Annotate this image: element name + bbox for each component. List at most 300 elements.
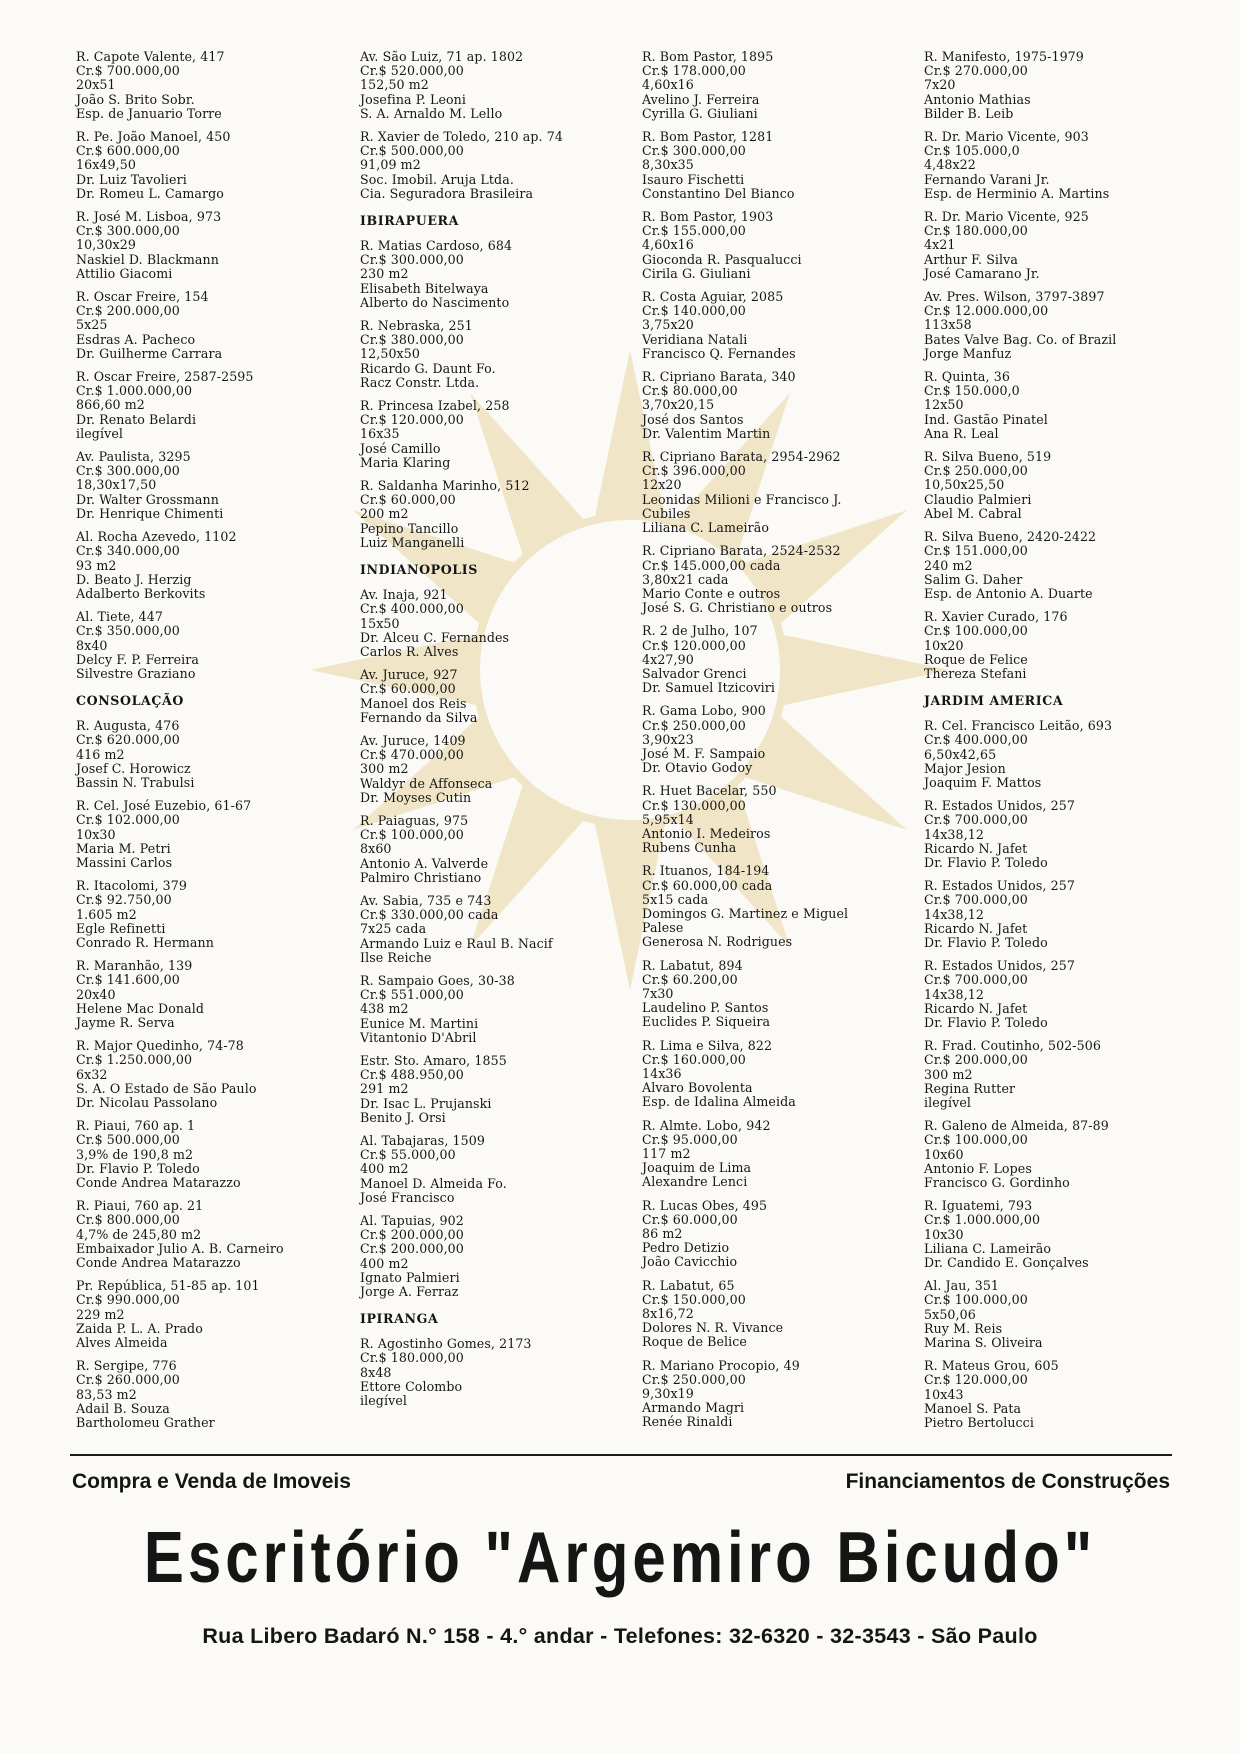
district-heading: IBIRAPUERA bbox=[360, 213, 459, 229]
entry-line: R. Cel. José Euzebio, 61-67 bbox=[76, 798, 252, 814]
entry-line: Al. Jau, 351 bbox=[924, 1278, 1000, 1294]
entry-line: José Francisco bbox=[360, 1189, 455, 1205]
entry-line: Dr. Walter Grossmann bbox=[76, 491, 219, 507]
entry-line: 8x16,72 bbox=[642, 1306, 694, 1322]
entry-line: Cr.$ 340.000,00 bbox=[76, 543, 180, 559]
entry-line: Antonio Mathias bbox=[924, 91, 1031, 107]
entry-line: Dr. Flavio P. Toledo bbox=[924, 934, 1048, 950]
entry-line: 5x15 cada bbox=[642, 891, 709, 907]
property-entry bbox=[360, 734, 630, 805]
entry-line: Cr.$ 300.000,00 bbox=[76, 223, 180, 239]
property-entry bbox=[642, 1119, 912, 1190]
entry-line: Fernando da Silva bbox=[360, 709, 478, 725]
entry-line: Dr. Alceu C. Fernandes bbox=[360, 629, 510, 645]
entry-line: S. A. O Estado de São Paulo bbox=[76, 1080, 257, 1096]
entry-line: Av. Juruce, 1409 bbox=[360, 732, 466, 748]
entry-line: Pedro Detizio bbox=[642, 1240, 730, 1256]
entry-line: 230 m2 bbox=[360, 266, 409, 282]
column-4 bbox=[924, 50, 1194, 1439]
entry-line: 14x38,12 bbox=[924, 826, 984, 842]
entry-line: 10x30 bbox=[76, 826, 116, 842]
entry-line: R. Oscar Freire, 154 bbox=[76, 289, 209, 305]
entry-line: R. Pe. João Manoel, 450 bbox=[76, 129, 231, 145]
entry-line: Cr.$ 150.000,0 bbox=[924, 383, 1020, 399]
entry-line: Major Jesion bbox=[924, 760, 1006, 776]
entry-line: 18,30x17,50 bbox=[76, 477, 157, 493]
entry-line: Gioconda R. Pasqualucci bbox=[642, 251, 802, 267]
entry-line: Ana R. Leal bbox=[924, 425, 999, 441]
entry-line: 3,75x20 bbox=[642, 317, 694, 333]
entry-line: Ettore Colombo bbox=[360, 1378, 463, 1394]
entry-line: Salvador Grenci bbox=[642, 665, 747, 681]
entry-line: R. Ituanos, 184-194 bbox=[642, 863, 770, 879]
entry-line: 14x36 bbox=[642, 1066, 682, 1081]
entry-line: Ricardo N. Jafet bbox=[924, 840, 1028, 856]
entry-line: Francisco G. Gordinho bbox=[924, 1175, 1070, 1191]
entry-line: 7x20 bbox=[924, 77, 956, 93]
entry-line: Cr.$ 12.000.000,00 bbox=[924, 303, 1049, 319]
entry-line: Cr.$ 95.000,00 bbox=[642, 1131, 738, 1147]
entry-line: Cr.$ 100.000,00 bbox=[924, 623, 1028, 639]
entry-line: 8x60 bbox=[360, 841, 392, 857]
entry-line: Dr. Flavio P. Toledo bbox=[76, 1160, 200, 1176]
entry-line: Salim G. Daher bbox=[924, 571, 1023, 587]
property-entry bbox=[76, 130, 346, 201]
entry-line: Al. Tabajaras, 1509 bbox=[360, 1133, 485, 1148]
entry-line: Manoel dos Reis bbox=[360, 695, 467, 711]
property-entry bbox=[360, 399, 630, 470]
district-heading: INDIANOPOLIS bbox=[360, 562, 478, 578]
entry-line: 16x35 bbox=[360, 426, 400, 442]
property-entry bbox=[642, 959, 912, 1030]
entry-line: Eunice M. Martini bbox=[360, 1015, 479, 1031]
property-entry bbox=[924, 610, 1194, 681]
entry-line: Cr.$ 60.000,00 bbox=[360, 681, 456, 697]
property-entry bbox=[924, 1039, 1194, 1110]
entry-line: Ricardo N. Jafet bbox=[924, 1000, 1028, 1016]
entry-line: Av. Sabia, 735 e 743 bbox=[360, 892, 492, 908]
entry-line: Conrado R. Hermann bbox=[76, 934, 214, 950]
entry-line: Cr.$ 520.000,00 bbox=[360, 63, 464, 79]
entry-line: Embaixador Julio A. B. Carneiro bbox=[76, 1240, 284, 1256]
entry-line: Cr.$ 100.000,00 bbox=[924, 1292, 1028, 1308]
entry-line: Av. Paulista, 3295 bbox=[76, 449, 191, 465]
entry-line: Av. São Luiz, 71 ap. 1802 bbox=[360, 49, 524, 64]
entry-line: Bassin N. Trabulsi bbox=[76, 774, 195, 790]
entry-line: Soc. Imobil. Aruja Ltda. bbox=[360, 171, 514, 187]
property-entry bbox=[76, 210, 346, 281]
entry-line: João S. Brito Sobr. bbox=[76, 91, 195, 107]
entry-line: Alves Almeida bbox=[76, 1335, 168, 1351]
entry-line: R. Augusta, 476 bbox=[76, 718, 180, 734]
entry-line: Cr.$ 55.000,00 bbox=[360, 1147, 456, 1163]
entry-line: R. Costa Aguiar, 2085 bbox=[642, 289, 784, 305]
entry-line: Cr.$ 200.000,00 bbox=[76, 303, 180, 319]
entry-line: Cr.$ 700.000,00 bbox=[924, 972, 1028, 988]
entry-line: Cr.$ 300.000,00 bbox=[360, 252, 464, 268]
property-entry bbox=[642, 450, 912, 535]
entry-line: 4,7% de 245,80 m2 bbox=[76, 1226, 202, 1242]
entry-line: 438 m2 bbox=[360, 1001, 409, 1017]
property-entry bbox=[360, 668, 630, 725]
entry-line: Fernando Varani Jr. bbox=[924, 171, 1050, 187]
entry-line: Jorge A. Ferraz bbox=[360, 1284, 459, 1300]
entry-line: Arthur F. Silva bbox=[924, 251, 1019, 267]
entry-line: Bartholomeu Grather bbox=[76, 1415, 215, 1431]
footer-right-slogan: Financiamentos de Construções bbox=[845, 1470, 1170, 1493]
entry-line: R. Frad. Coutinho, 502-506 bbox=[924, 1038, 1101, 1054]
entry-line: Cr.$ 180.000,00 bbox=[360, 1350, 464, 1366]
entry-line: Leonidas Milioni e Francisco J. bbox=[642, 491, 842, 507]
entry-line: Al. Tapuias, 902 bbox=[360, 1213, 464, 1229]
entry-line: R. Cipriano Barata, 2954-2962 bbox=[642, 449, 841, 465]
property-entry bbox=[76, 1359, 346, 1430]
entry-line: 93 m2 bbox=[76, 557, 117, 573]
entry-line: Cr.$ 92.750,00 bbox=[76, 892, 172, 908]
entry-line: R. Lucas Obes, 495 bbox=[642, 1197, 768, 1213]
entry-line: Cia. Seguradora Brasileira bbox=[360, 185, 534, 201]
property-entry bbox=[360, 894, 630, 965]
property-entry bbox=[76, 610, 346, 681]
entry-line: 3,70x20,15 bbox=[642, 397, 715, 413]
entry-line: Elisabeth Bitelwaya bbox=[360, 280, 489, 296]
property-entry bbox=[76, 530, 346, 601]
entry-line: Ruy M. Reis bbox=[924, 1320, 1003, 1336]
entry-line: 12,50x50 bbox=[360, 346, 420, 362]
entry-line: R. Gama Lobo, 900 bbox=[642, 703, 766, 719]
entry-line: Conde Andrea Matarazzo bbox=[76, 1255, 241, 1271]
entry-line: 5x50,06 bbox=[924, 1306, 976, 1322]
entry-line: Ind. Gastão Pinatel bbox=[924, 411, 1048, 427]
entry-line: Naskiel D. Blackmann bbox=[76, 251, 219, 267]
office-address: Rua Libero Badaró N.° 158 - 4.° andar - Telefones: 32-6320 - 32-3543 - São Paulo bbox=[202, 1624, 1038, 1648]
entry-line: R. Huet Bacelar, 550 bbox=[642, 783, 777, 799]
entry-line: Dr. Flavio P. Toledo bbox=[924, 1014, 1048, 1030]
district-heading: JARDIM AMERICA bbox=[924, 693, 1064, 709]
entry-line: 113x58 bbox=[924, 317, 972, 333]
entry-line: Dr. Guilherme Carrara bbox=[76, 345, 223, 361]
entry-line: Dr. Renato Belardi bbox=[76, 411, 197, 427]
entry-line: Josefina P. Leoni bbox=[360, 91, 467, 107]
office-name: Escritório "Argemiro Bicudo" bbox=[143, 1517, 1097, 1598]
property-entry bbox=[76, 50, 346, 121]
entry-line: Abel M. Cabral bbox=[924, 505, 1022, 521]
entry-line: 9,30x19 bbox=[642, 1386, 694, 1402]
entry-line: R. Silva Bueno, 519 bbox=[924, 449, 1052, 465]
entry-line: R. Mateus Grou, 605 bbox=[924, 1358, 1059, 1374]
entry-line: 83,53 m2 bbox=[76, 1386, 137, 1402]
entry-line: Cr.$ 380.000,00 bbox=[360, 332, 464, 348]
entry-line: Dr. Henrique Chimenti bbox=[76, 505, 224, 521]
entry-line: 6,50x42,65 bbox=[924, 746, 997, 762]
entry-line: Joaquim de Lima bbox=[642, 1160, 752, 1176]
entry-line: Cr.$ 200.000,00 bbox=[360, 1241, 464, 1257]
property-entry bbox=[360, 1134, 630, 1205]
property-entry bbox=[642, 1199, 912, 1270]
entry-line: 10x60 bbox=[924, 1146, 964, 1162]
entry-line: Joaquim F. Mattos bbox=[924, 774, 1042, 790]
entry-line: Alberto do Nascimento bbox=[360, 294, 510, 310]
property-entry bbox=[642, 784, 912, 855]
entry-line: Cr.$ 200.000,00 bbox=[924, 1052, 1028, 1068]
entry-line: Veridiana Natali bbox=[642, 331, 748, 347]
entry-line: Euclides P. Siqueira bbox=[642, 1014, 771, 1030]
entry-line: Dr. Romeu L. Camargo bbox=[76, 185, 224, 201]
property-entry bbox=[360, 974, 630, 1045]
entry-line: R. Xavier de Toledo, 210 ap. 74 bbox=[360, 129, 563, 145]
entry-line: Ignato Palmieri bbox=[360, 1269, 460, 1285]
entry-line: Dr. Flavio P. Toledo bbox=[924, 854, 1048, 870]
entry-line: R. Major Quedinho, 74-78 bbox=[76, 1038, 244, 1054]
entry-line: 117 m2 bbox=[642, 1146, 691, 1162]
property-entry bbox=[76, 1199, 346, 1270]
property-entry bbox=[642, 370, 912, 441]
entry-line: Antonio F. Lopes bbox=[924, 1160, 1032, 1176]
entry-line: R. Nebraska, 251 bbox=[360, 318, 473, 334]
entry-line: Esdras A. Pacheco bbox=[76, 331, 196, 347]
entry-line: 91,09 m2 bbox=[360, 157, 421, 173]
property-entry bbox=[360, 319, 630, 390]
entry-line: Palmiro Christiano bbox=[360, 869, 482, 885]
entry-line: Esp. de Herminio A. Martins bbox=[924, 185, 1110, 201]
entry-line: José Camarano Jr. bbox=[924, 265, 1040, 281]
entry-line: Cr.$ 60.200,00 bbox=[642, 971, 738, 987]
entry-line: Cr.$ 105.000,0 bbox=[924, 143, 1020, 159]
entry-line: Racz Constr. Ltda. bbox=[360, 374, 480, 390]
entry-line: Pietro Bertolucci bbox=[924, 1415, 1034, 1431]
property-entry bbox=[924, 1279, 1194, 1350]
entry-line: 15x50 bbox=[360, 615, 400, 631]
entry-line: Benito J. Orsi bbox=[360, 1109, 446, 1125]
property-entry bbox=[76, 1119, 346, 1190]
entry-line: Isauro Fischetti bbox=[642, 171, 745, 187]
entry-line: Cr.$ 250.000,00 bbox=[642, 717, 746, 733]
entry-line: Cr.$ 270.000,00 bbox=[924, 63, 1028, 79]
entry-line: José S. G. Christiano e outros bbox=[642, 600, 833, 616]
property-entry bbox=[76, 1039, 346, 1110]
entry-line: 14x38,12 bbox=[924, 986, 984, 1002]
entry-line: R. Paiaguas, 975 bbox=[360, 812, 469, 828]
property-entry bbox=[924, 959, 1194, 1030]
entry-line: Cr.$ 150.000,00 bbox=[642, 1291, 746, 1307]
property-entry bbox=[642, 1039, 912, 1110]
entry-line: Dr. Samuel Itzicoviri bbox=[642, 680, 776, 696]
entry-line: 4,60x16 bbox=[642, 77, 694, 93]
entry-line: Dr. Otavio Godoy bbox=[642, 760, 753, 776]
entry-line: R. Bom Pastor, 1281 bbox=[642, 129, 774, 145]
entry-line: Cr.$ 80.000,00 bbox=[642, 383, 738, 399]
entry-line: Cr.$ 155.000,00 bbox=[642, 223, 746, 239]
entry-line: 12x20 bbox=[642, 477, 682, 493]
entry-line: Estr. Sto. Amaro, 1855 bbox=[360, 1052, 507, 1068]
entry-line: R. Labatut, 65 bbox=[642, 1277, 735, 1293]
entry-line: 3,80x21 cada bbox=[642, 571, 729, 587]
entry-line: 86 m2 bbox=[642, 1226, 683, 1242]
entry-line: Cr.$ 500.000,00 bbox=[76, 1132, 180, 1148]
entry-line: Antonio I. Medeiros bbox=[642, 825, 771, 841]
entry-line: Cr.$ 700.000,00 bbox=[924, 812, 1028, 828]
entry-line: R. Saldanha Marinho, 512 bbox=[360, 478, 530, 494]
entry-line: Attilio Giacomi bbox=[76, 265, 173, 281]
entry-line: Laudelino P. Santos bbox=[642, 1000, 769, 1016]
entry-line: Waldyr de Affonseca bbox=[360, 775, 493, 791]
entry-line: R. Cel. Francisco Leitão, 693 bbox=[924, 718, 1113, 734]
entry-line: Luiz Manganelli bbox=[360, 534, 465, 550]
entry-line: ilegível bbox=[924, 1095, 971, 1110]
entry-line: Cr.$ 400.000,00 bbox=[924, 732, 1028, 748]
entry-line: 400 m2 bbox=[360, 1255, 409, 1271]
entry-line: Liliana C. Lameirão bbox=[924, 1240, 1052, 1256]
entry-line: Zaida P. L. A. Prado bbox=[76, 1320, 203, 1336]
district-heading: IPIRANGA bbox=[360, 1311, 439, 1327]
entry-line: Conde Andrea Matarazzo bbox=[76, 1175, 241, 1191]
entry-line: Cr.$ 330.000,00 cada bbox=[360, 907, 499, 923]
property-entry bbox=[76, 290, 346, 361]
column-1 bbox=[76, 50, 346, 1439]
entry-line: 152,50 m2 bbox=[360, 77, 429, 93]
entry-line: 866,60 m2 bbox=[76, 397, 145, 413]
entry-line: R. Bom Pastor, 1895 bbox=[642, 49, 774, 64]
entry-line: Jorge Manfuz bbox=[924, 345, 1012, 361]
entry-line: R. Xavier Curado, 176 bbox=[924, 609, 1068, 625]
property-entry bbox=[360, 814, 630, 885]
property-entry bbox=[360, 1054, 630, 1125]
property-entry bbox=[642, 50, 912, 121]
entry-line: Dr. Luiz Tavolieri bbox=[76, 171, 187, 187]
entry-line: 7x30 bbox=[642, 985, 674, 1001]
entry-line: Cr.$ 500.000,00 bbox=[360, 143, 464, 159]
entry-line: ilegível bbox=[360, 1393, 407, 1409]
property-entry bbox=[360, 1337, 630, 1408]
entry-line: Dr. Nicolau Passolano bbox=[76, 1095, 218, 1110]
entry-line: Cr.$ 151.000,00 bbox=[924, 543, 1028, 559]
entry-line: Renée Rinaldi bbox=[642, 1414, 733, 1430]
property-entry bbox=[76, 1279, 346, 1350]
entry-line: Dolores N. R. Vivance bbox=[642, 1320, 784, 1336]
entry-line: 10,50x25,50 bbox=[924, 477, 1005, 493]
entry-line: Cr.$ 120.000,00 bbox=[924, 1372, 1028, 1388]
property-entry bbox=[76, 370, 346, 441]
entry-line: Generosa N. Rodrigues bbox=[642, 934, 793, 950]
entry-line: Cr.$ 1.250.000,00 bbox=[76, 1052, 193, 1068]
entry-line: 8x40 bbox=[76, 637, 108, 653]
entry-line: Esp. de Idalina Almeida bbox=[642, 1094, 796, 1110]
column-2 bbox=[360, 50, 630, 1417]
entry-line: Constantino Del Bianco bbox=[642, 185, 795, 201]
property-entry bbox=[360, 239, 630, 310]
entry-line: Cubiles bbox=[642, 505, 691, 521]
entry-line: 10,30x29 bbox=[76, 237, 136, 253]
entry-line: Antonio A. Valverde bbox=[360, 855, 489, 871]
entry-line: Roque de Belice bbox=[642, 1334, 747, 1350]
entry-line: Liliana C. Lameirão bbox=[642, 520, 770, 536]
entry-line: R. Estados Unidos, 257 bbox=[924, 798, 1075, 814]
entry-line: 6x32 bbox=[76, 1066, 108, 1082]
entry-line: R. Itacolomi, 379 bbox=[76, 878, 187, 894]
property-entry bbox=[924, 799, 1194, 870]
entry-line: R. Mariano Procopio, 49 bbox=[642, 1357, 800, 1373]
entry-line: R. Capote Valente, 417 bbox=[76, 49, 225, 64]
entry-line: Alexandre Lenci bbox=[642, 1174, 748, 1190]
entry-line: Dr. Isac L. Prujanski bbox=[360, 1095, 492, 1111]
entry-line: Regina Rutter bbox=[924, 1080, 1016, 1096]
entry-line: Av. Juruce, 927 bbox=[360, 667, 458, 683]
entry-line: Cr.$ 551.000,00 bbox=[360, 987, 464, 1003]
entry-line: Cr.$ 120.000,00 bbox=[642, 637, 746, 653]
entry-line: Al. Tiete, 447 bbox=[76, 609, 163, 625]
entry-line: Cr.$ 300.000,00 bbox=[642, 143, 746, 159]
entry-line: R. Manifesto, 1975-1979 bbox=[924, 49, 1084, 64]
entry-line: José M. F. Sampaio bbox=[642, 745, 766, 761]
entry-line: José dos Santos bbox=[642, 411, 744, 427]
entry-line: Carlos R. Alves bbox=[360, 643, 459, 659]
entry-line: Avelino J. Ferreira bbox=[642, 91, 760, 107]
entry-line: R. 2 de Julho, 107 bbox=[642, 623, 758, 639]
property-entry bbox=[360, 588, 630, 659]
entry-line: R. Oscar Freire, 2587-2595 bbox=[76, 369, 254, 385]
property-entry bbox=[360, 130, 630, 201]
entry-line: Cr.$ 145.000,00 cada bbox=[642, 557, 781, 573]
entry-line: ilegível bbox=[76, 425, 123, 441]
entry-line: Maria Klaring bbox=[360, 454, 451, 470]
entry-line: Cr.$ 180.000,00 bbox=[924, 223, 1028, 239]
entry-line: 4x21 bbox=[924, 237, 956, 253]
entry-line: Cr.$ 130.000,00 bbox=[642, 797, 746, 813]
entry-line: Cr.$ 260.000,00 bbox=[76, 1372, 180, 1388]
entry-line: Cr.$ 250.000,00 bbox=[642, 1371, 746, 1387]
entry-line: R. Quinta, 36 bbox=[924, 369, 1010, 385]
listing-columns bbox=[0, 50, 1240, 1440]
entry-line: R. Lima e Silva, 822 bbox=[642, 1037, 773, 1053]
property-entry bbox=[76, 959, 346, 1030]
entry-line: S. A. Arnaldo M. Lello bbox=[360, 105, 503, 121]
property-entry bbox=[924, 50, 1194, 121]
entry-line: Cr.$ 200.000,00 bbox=[360, 1227, 464, 1243]
entry-line: Cr.$ 178.000,00 bbox=[642, 63, 746, 79]
entry-line: Marina S. Oliveira bbox=[924, 1335, 1043, 1351]
entry-line: Palese bbox=[642, 920, 684, 936]
entry-line: R. Bom Pastor, 1903 bbox=[642, 209, 774, 225]
entry-line: Cr.$ 700.000,00 bbox=[76, 63, 180, 79]
entry-line: Massini Carlos bbox=[76, 854, 173, 870]
entry-line: 10x30 bbox=[924, 1226, 964, 1242]
entry-line: Vitantonio D'Abril bbox=[360, 1029, 477, 1045]
entry-line: Alvaro Bovolenta bbox=[642, 1080, 753, 1096]
entry-line: Al. Rocha Azevedo, 1102 bbox=[76, 529, 237, 545]
property-entry bbox=[76, 799, 346, 870]
property-entry bbox=[642, 210, 912, 281]
entry-line: Cyrilla G. Giuliani bbox=[642, 105, 758, 121]
entry-line: R. Cipriano Barata, 340 bbox=[642, 369, 796, 385]
entry-line: Roque de Felice bbox=[924, 651, 1028, 667]
entry-line: 3,90x23 bbox=[642, 731, 694, 747]
entry-line: R. Agostinho Gomes, 2173 bbox=[360, 1336, 532, 1352]
entry-line: Cr.$ 990.000,00 bbox=[76, 1292, 180, 1308]
property-entry bbox=[642, 1279, 912, 1350]
district-heading: CONSOLAÇÃO bbox=[76, 693, 184, 709]
entry-line: Cr.$ 120.000,00 bbox=[360, 412, 464, 428]
entry-line: Bilder B. Leib bbox=[924, 105, 1014, 121]
entry-line: Josef C. Horowicz bbox=[76, 760, 191, 776]
entry-line: Dr. Candido E. Gonçalves bbox=[924, 1255, 1089, 1271]
entry-line: Cirila G. Giuliani bbox=[642, 265, 751, 281]
entry-line: Manoel S. Pata bbox=[924, 1400, 1022, 1416]
entry-line: Francisco Q. Fernandes bbox=[642, 345, 796, 361]
entry-line: Helene Mac Donald bbox=[76, 1000, 205, 1016]
entry-line: Cr.$ 60.000,00 cada bbox=[642, 877, 773, 893]
property-entry bbox=[924, 530, 1194, 601]
entry-line: R. Estados Unidos, 257 bbox=[924, 958, 1075, 974]
